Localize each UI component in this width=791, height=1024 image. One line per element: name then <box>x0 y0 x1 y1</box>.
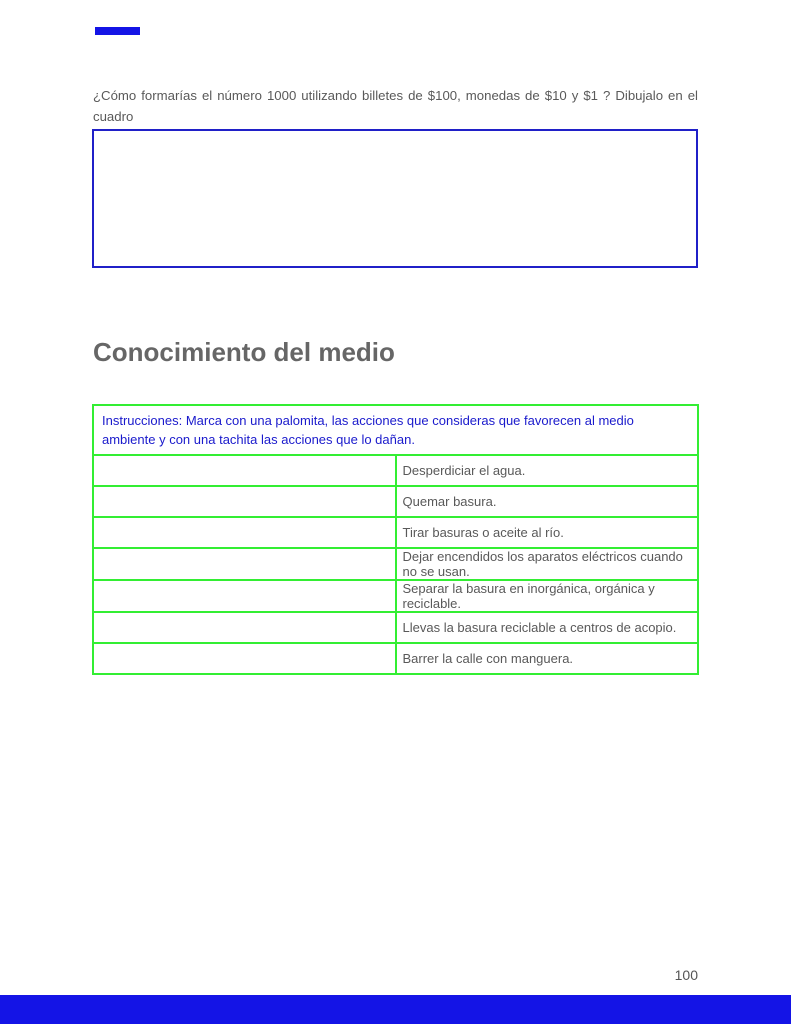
table-row <box>93 643 698 674</box>
page-number: 100 <box>674 967 698 983</box>
mark-cell[interactable] <box>93 486 396 517</box>
action-label: Separar la basura en inorgánica, orgánica y reciclable. <box>396 580 699 612</box>
action-label: Desperdiciar el agua. <box>396 455 699 486</box>
mark-cell[interactable] <box>93 612 396 643</box>
mark-cell[interactable] <box>93 517 396 548</box>
mark-cell[interactable] <box>93 643 396 674</box>
section-title: Conocimiento del medio <box>93 337 395 367</box>
action-label: Tirar basuras o aceite al río. <box>396 517 699 548</box>
action-label: Llevas la basura reciclable a centros de acopio. <box>396 612 699 643</box>
table-row <box>93 455 698 486</box>
action-label: Dejar encendidos los aparatos eléctricos cuando no se usan. <box>396 548 699 580</box>
table-row <box>93 612 698 643</box>
header-accent-bar <box>95 27 140 35</box>
math-question: ¿Cómo formarías el número 1000 utilizando billetes de $100, monedas de $10 y $1 ? Dibujalo en el cuadro <box>93 88 698 124</box>
table-row <box>93 517 698 548</box>
mark-cell[interactable] <box>93 455 396 486</box>
mark-cell[interactable] <box>93 580 396 612</box>
table-row <box>93 580 698 612</box>
drawing-box[interactable] <box>92 129 698 268</box>
instructions-row <box>93 405 698 455</box>
activity-table <box>92 404 699 675</box>
footer-bar <box>0 995 791 1024</box>
table-row <box>93 548 698 580</box>
table-row <box>93 486 698 517</box>
action-label: Quemar basura. <box>396 486 699 517</box>
mark-cell[interactable] <box>93 548 396 580</box>
instructions-text: Instrucciones: Marca con una palomita, las acciones que consideras que favorecen al medio ambiente y con una tachita las acciones que lo dañan. <box>93 405 698 455</box>
action-label: Barrer la calle con manguera. <box>396 643 699 674</box>
